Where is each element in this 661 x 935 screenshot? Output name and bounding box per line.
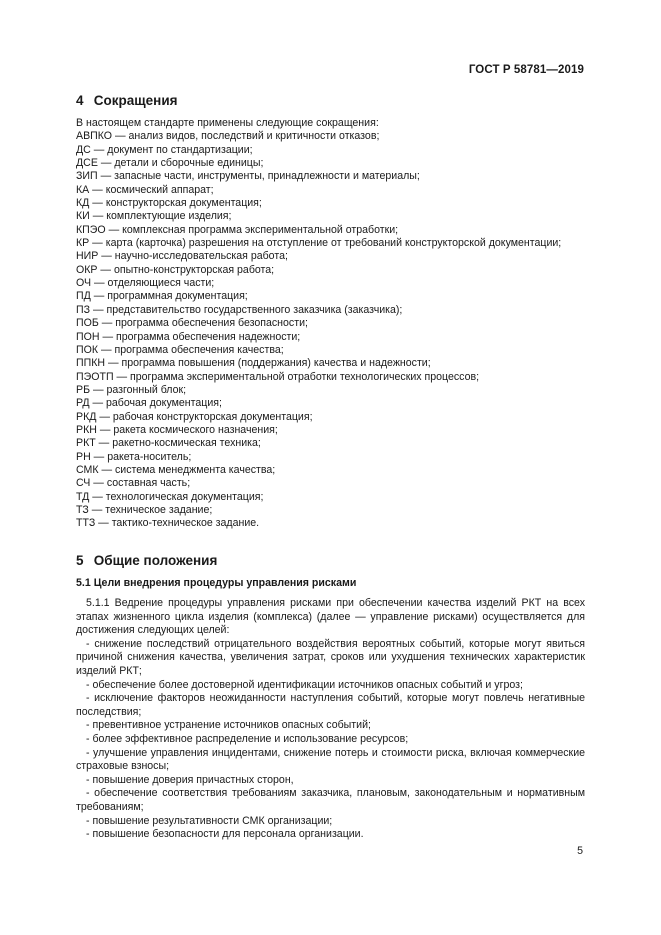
subsection-5-1-title [76, 577, 356, 589]
list-item: ТД — технологическая документация; [76, 490, 264, 503]
list-item: НИР — научно-исследовательская работа; [76, 250, 288, 263]
list-item: ПОН — программа обеспечения надежности; [76, 330, 301, 343]
page-number: 5 [577, 845, 583, 857]
bullet-item: - повышение доверия причастных сторон, [86, 773, 294, 786]
list-item: СМК — система менеджмента качества; [76, 463, 276, 476]
list-item: ОКР — опытно-конструкторская работа; [76, 263, 275, 276]
bullet-item: - превентивное устранение источников опасных событий; [86, 719, 371, 732]
list-item: КИ — комплектующие изделия; [76, 210, 232, 223]
list-item: ДСЕ — детали и сборочные единицы; [76, 157, 264, 170]
abbreviations-list [76, 117, 596, 531]
list-item: ТТЗ — тактико-техническое задание. [76, 517, 260, 530]
list-item: РБ — разгонный блок; [76, 383, 187, 396]
list-item: ПОБ — программа обеспечения безопасности; [76, 317, 308, 330]
list-item: ДС — документ по стандартизации; [76, 143, 253, 156]
list-item: КА — космический аппарат; [76, 183, 214, 196]
bullet-item: - обеспечение более достоверной идентификации источников опасных событий и угроз; [86, 678, 523, 691]
section-4-title-text: Сокращения [93, 93, 178, 108]
list-item: РКД — рабочая конструкторская документация; [76, 410, 313, 423]
section-5-body [76, 597, 585, 842]
list-item: ПЗ — представительство государственного заказчика (заказчика); [76, 303, 403, 316]
list-item: ОЧ — отделяющиеся части; [76, 277, 215, 290]
bullet-item: - более эффективное распределение и использование ресурсов; [86, 732, 409, 745]
list-item: РКН — ракета космического назначения; [76, 423, 278, 436]
list-item: ТЗ — техническое задание; [76, 503, 213, 516]
bullet-item: - повышение результативности СМК организации; [86, 814, 333, 827]
list-item: ПД — программная документация; [76, 290, 248, 303]
bullet-item: - улучшение управления инцидентами, снижение потерь и стоимости риска, включая коммерческие страховые взносы; [76, 746, 585, 773]
section-4-number: 4 [76, 93, 84, 108]
list-item: КД — конструкторская документация; [76, 197, 262, 210]
list-item: ПОК — программа обеспечения качества; [76, 343, 284, 356]
section-5-title-text: Общие положения [93, 553, 218, 568]
list-item: ПЭОТП — программа экспериментальной отработки технологических процессов; [76, 370, 480, 383]
bullet-item: - снижение последствий отрицательного воздействия вероятных событий, которые могут явиться причиной снижения качества, увеличения затрат, сроков или ухудшения технических характеристик изделий РКТ; [76, 637, 585, 677]
list-item: АВПКО — анализ видов, последствий и критичности отказов; [76, 130, 380, 143]
list-item: КР — карта (карточка) разрешения на отступление от требований конструкторской документации; [76, 237, 562, 250]
bullet-item: - повышение безопасности для персонала организации. [86, 828, 364, 841]
paragraph: 5.1.1 Ведрение процедуры управления рисками при обеспечении качества изделий РКТ на всех этапах жизненного цикла изделия (комплекса) (далее — управление рисками) осуществляется для достижения следующих целей: [76, 597, 585, 637]
list-item: РД — рабочая документация; [76, 397, 222, 410]
list-item: ЗИП — запасные части, инструменты, принадлежности и материалы; [76, 170, 420, 183]
abbreviations-intro: В настоящем стандарте применены следующие сокращения: [76, 117, 379, 129]
section-4-title [76, 93, 178, 108]
bullet-item: - исключение факторов неожиданности наступления событий, которые могут повлечь негативные последствия; [76, 692, 585, 718]
list-item: ППКН — программа повышения (поддержания) качества и надежности; [76, 357, 431, 370]
bullet-item: - обеспечение соответствия требованиям заказчика, плановым, законодательным и нормативным требованиям; [76, 787, 585, 813]
list-item: РН — ракета-носитель; [76, 450, 192, 463]
subsection-5-1-title-text: Цели внедрения процедуры управления рисками [93, 577, 357, 589]
section-5-title [76, 553, 217, 568]
list-item: СЧ — составная часть; [76, 477, 191, 490]
list-item: КПЭО — комплексная программа экспериментальной отработки; [76, 223, 399, 236]
list-item: РКТ — ракетно-космическая техника; [76, 437, 261, 450]
subsection-5-1-number: 5.1 [76, 577, 91, 589]
section-5-number: 5 [76, 553, 84, 568]
document-id-header: ГОСТ Р 58781—2019 [468, 64, 584, 76]
